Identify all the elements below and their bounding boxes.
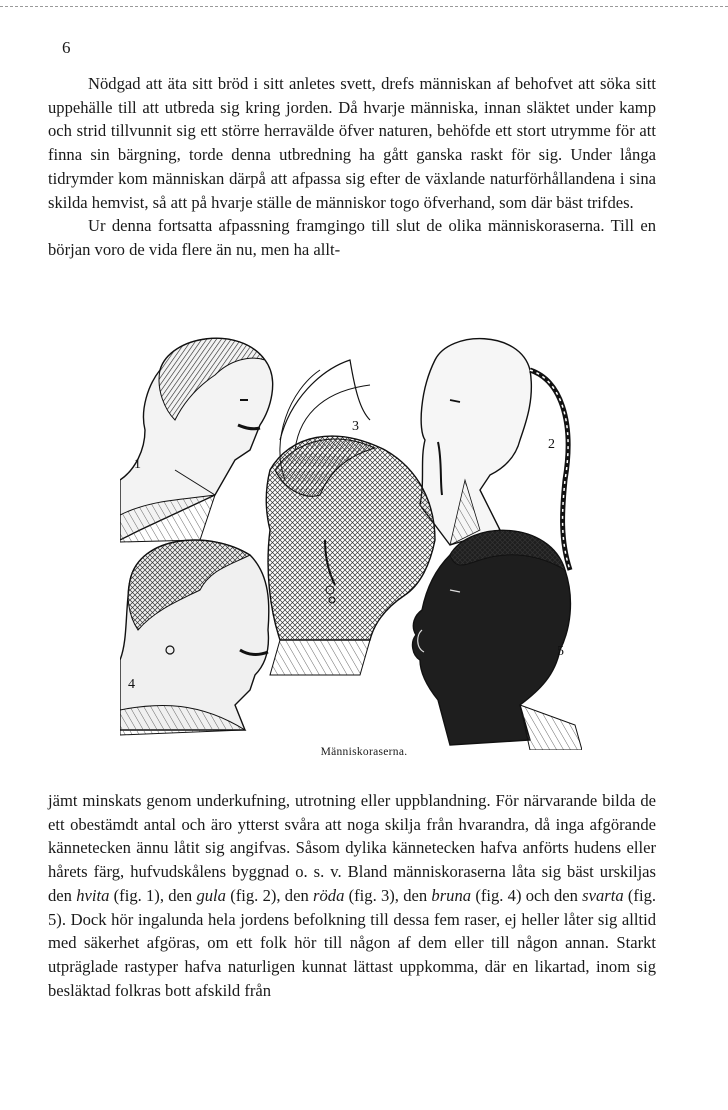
paragraph-3-part-1: jämt minskats genom underkufning, utrotning eller uppblandning. För närvarande bilda de ett obestämdt antal och äro ytterst svåra att noga skilja från hvarandra, då inga afgörande kännetecken ännu låtit sig angifvas. Såsom dylika kännetecken hafva anförts hudens eller hårets färg, hufvudskålens byggnad o. s. v. Bland människoraserna låta sig bäst urskiljas den [48,791,656,905]
race-word-hvita: hvita [76,885,110,905]
figure-label-1: 1 [134,457,141,472]
figure-label-4: 4 [128,677,135,692]
paragraph-3 [48,789,656,1002]
figure-label-2: 2 [548,437,555,452]
page-number: 6 [62,38,71,57]
body-text-top [48,72,656,262]
head-1-portrait [120,338,273,542]
paragraph-3-part-6: (fig. 5). Dock hör ingalunda hela jordens befolkning till dessa fem raser, ej heller låter sig alltid med säkerhet afgöras, om ett folk hör till någon af dem eller till någon annan. Starkt utpräglade rastyper hafva naturligen kunnat lättast uppkomma, där en likartad, inom sig besläktad folkras bott afskild från [48,885,657,1000]
race-word-gula: gula [196,885,226,905]
paragraph-3-part-4: (fig. 3), den [344,885,432,905]
paragraph-3-part-3: (fig. 2), den [225,885,314,905]
figure-label-5: 5 [557,644,564,659]
figure-label-3: 3 [352,419,359,434]
race-word-roda: röda [313,885,345,905]
paragraph-1: Nödgad att äta sitt bröd i sitt anletes svett, drefs människan af behofvet att söka sitt uppehälle till att utbreda sig kring jorden. Då hvarje människa, innan släktet under kamp och strid tillvunnit sig ett större herravälde öfver naturen, behöfde ett stort utrymme för att finna sin bärgning, torde denna utbredning ha gått ganska raskt för sig. Under långa tidrymder kom människan därpå att afpassa sig efter de växlande naturförhållandena i sina skilda hemvist, så att på hvarje ställe de människor togo öfverhand, som där bäst trifdes. [48,74,656,212]
head-5-portrait [413,530,582,750]
engraving-heads [120,330,582,750]
figure-caption: Människoraserna. [320,746,408,758]
head-3-portrait [266,360,435,675]
paragraph-3-part-5: (fig. 4) och den [471,885,583,905]
top-rule [0,6,728,7]
race-word-bruna: bruna [431,885,472,905]
body-text-bottom [48,789,656,1002]
paragraph-3-part-2: (fig. 1), den [109,885,197,905]
races-illustration [120,330,582,750]
paragraph-2: Ur denna fortsatta afpassning framgingo till slut de olika människoraserna. Till en början voro de vida flere än nu, men ha allt- [48,216,656,259]
head-4-portrait [120,540,269,735]
race-word-svarta: svarta [582,885,624,905]
